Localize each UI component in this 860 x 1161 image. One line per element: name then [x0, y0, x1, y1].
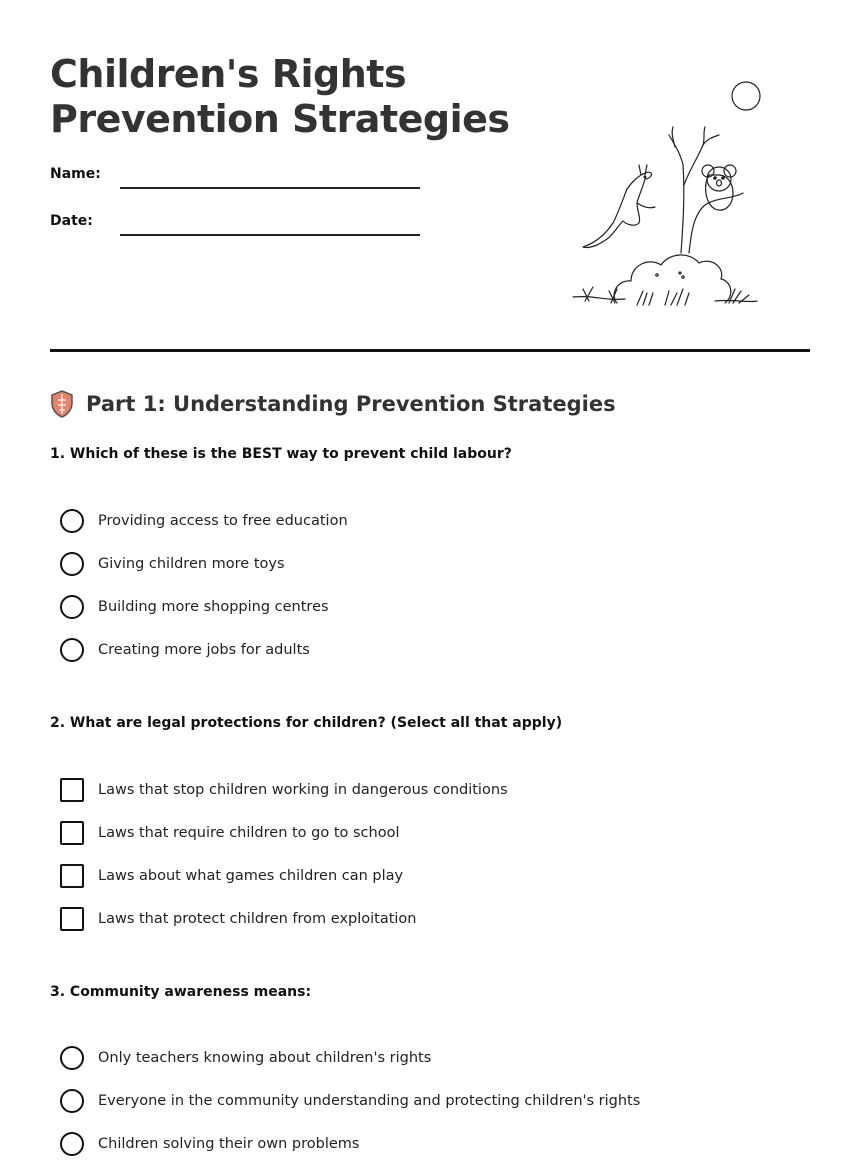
option-label: Laws that require children to go to school [98, 825, 400, 841]
q1-option-1[interactable] [60, 508, 348, 534]
option-label: Children solving their own problems [98, 1136, 360, 1152]
section-heading-text: Part 1: Understanding Prevention Strategies [86, 392, 616, 416]
option-label: Providing access to free education [98, 513, 348, 529]
title-line-1: Children's Rights [50, 52, 407, 96]
question-3: 3. Community awareness means: [50, 984, 312, 1000]
radio-button[interactable] [60, 1089, 84, 1113]
radio-button[interactable] [60, 1132, 84, 1156]
shield-icon [50, 390, 74, 418]
section-heading [50, 390, 616, 418]
checkbox[interactable] [60, 821, 84, 845]
checkbox[interactable] [60, 778, 84, 802]
radio-button[interactable] [60, 552, 84, 576]
q2-option-1[interactable] [60, 777, 508, 803]
q1-option-3[interactable] [60, 594, 329, 620]
option-label: Building more shopping centres [98, 599, 329, 615]
question-2: 2. What are legal protections for children? (Select all that apply) [50, 715, 563, 731]
checkbox[interactable] [60, 864, 84, 888]
q2-option-4[interactable] [60, 906, 417, 932]
question-1: 1. Which of these is the BEST way to prevent child labour? [50, 446, 512, 462]
radio-button[interactable] [60, 595, 84, 619]
header-divider [50, 349, 810, 352]
date-field[interactable] [120, 234, 420, 236]
option-label: Laws that stop children working in dangerous conditions [98, 782, 508, 798]
option-label: Creating more jobs for adults [98, 642, 310, 658]
page-title [50, 52, 510, 142]
option-label: Everyone in the community understanding and protecting children's rights [98, 1093, 641, 1109]
q2-option-2[interactable] [60, 820, 400, 846]
q3-option-1[interactable] [60, 1045, 431, 1071]
q3-option-3[interactable] [60, 1131, 359, 1157]
option-label: Laws about what games children can play [98, 868, 404, 884]
radio-button[interactable] [60, 1046, 84, 1070]
option-label: Laws that protect children from exploitation [98, 911, 417, 927]
moon-icon [732, 82, 760, 110]
option-label: Only teachers knowing about children's rights [98, 1050, 432, 1066]
radio-button[interactable] [60, 638, 84, 662]
name-label: Name: [50, 166, 101, 182]
q2-option-3[interactable] [60, 863, 403, 889]
q3-option-2[interactable] [60, 1088, 640, 1114]
name-field[interactable] [120, 187, 420, 189]
date-label: Date: [50, 213, 93, 229]
q1-option-2[interactable] [60, 551, 285, 577]
radio-button[interactable] [60, 509, 84, 533]
q1-option-4[interactable] [60, 637, 310, 663]
checkbox[interactable] [60, 907, 84, 931]
kangaroo-koala-tree-icon [565, 75, 765, 315]
option-label: Giving children more toys [98, 556, 285, 572]
title-line-2: Prevention Strategies [50, 97, 510, 141]
